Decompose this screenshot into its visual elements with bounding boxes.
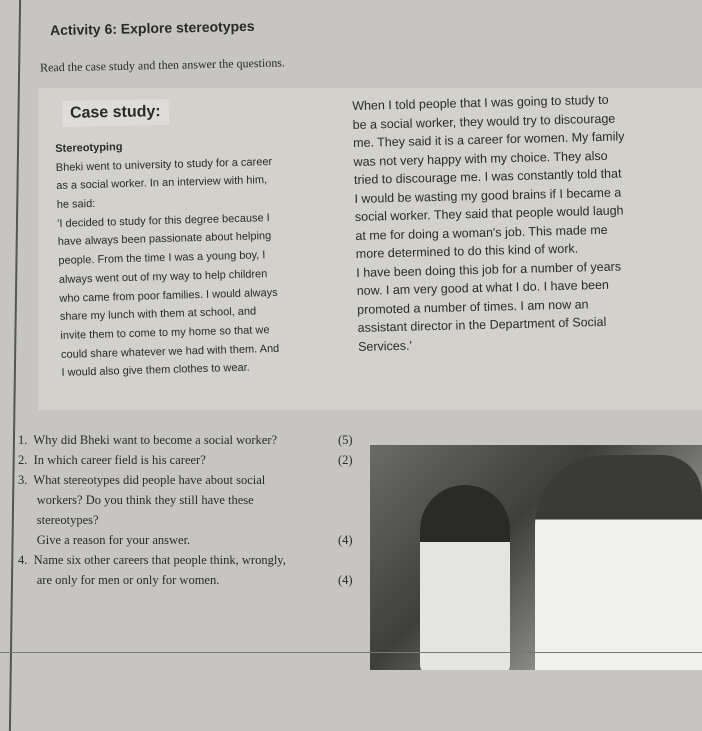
text-line: was not very happy with my choice. They also [353,148,608,169]
text-line: I have been doing this job for a number of years [356,258,622,280]
photo-boy [420,485,510,670]
text-line: always went out of my way to help children [58,267,268,286]
margin-line [9,0,21,731]
case-study-label: Case study: [62,99,169,127]
photo-man-and-boy [370,445,702,670]
question-line [18,490,368,510]
question-text: 1. Why did Bheki want to become a social worker? [18,433,278,447]
question-marks: (4) [338,533,353,547]
activity-title: Activity 6: Explore stereotypes [49,17,255,39]
text-line: share my lunch with them at school, and [59,305,257,324]
question-text: Give a reason for your answer. [18,533,191,547]
text-line: 'I decided to study for this degree because I [57,211,270,230]
question-marks: (2) [338,453,353,467]
text-line: When I told people that I was going to study to [352,92,609,113]
case-heading: Stereotyping [55,141,123,155]
question-text: 4. Name six other careers that people think, wrongly, [18,553,286,567]
question-text: are only for men or only for women. [18,573,220,587]
question-text: workers? Do you think they still have these [18,493,254,507]
question-line [18,530,368,550]
question-line [18,430,368,450]
text-line: people. From the time I was a young boy, I [58,249,266,268]
text-line: be a social worker, they would try to discourage [352,111,616,132]
text-line: me. They said it is a career for women. My family [352,129,625,150]
text-line: more determined to do this kind of work. [355,241,579,261]
photo-man [535,455,702,670]
question-text: stereotypes? [18,513,99,527]
question-line [18,450,368,470]
text-line: assistant director in the Department of Social [357,314,607,335]
question-text: 2. In which career field is his career? [18,453,206,467]
text-line: invite them to come to my home so that we [60,323,270,342]
text-line: who came from poor families. I would always [59,286,278,305]
question-text: 3. What stereotypes did people have about social [18,473,266,487]
text-line: at me for doing a woman's job. This made me [355,222,608,243]
text-line: promoted a number of times. I am now an [357,296,589,317]
case-right-column [352,90,630,356]
text-line: I would also give them clothes to wear. [61,361,250,380]
text-line: could share whatever we had with them. And [60,342,280,361]
text-line: Services.' [357,338,413,354]
divider [0,652,702,653]
question-marks: (5) [338,433,353,447]
questions [18,430,368,590]
text-line: Bheki went to university to study for a career [55,155,273,174]
text-line: social worker. They said that people would laugh [354,203,624,224]
text-line: tried to discourage me. I was constantly told that [353,166,622,187]
text-line: I would be wasting my good brains if I became a [354,184,622,206]
question-line [18,550,368,570]
text-line: have always been passionate about helping [57,230,272,249]
question-line [18,470,368,490]
question-marks: (4) [338,573,353,587]
text-line: he said: [56,197,96,212]
question-line [18,510,368,530]
case-left-column [55,134,280,383]
question-line [18,570,368,590]
text-line: now. I am very good at what I do. I have been [356,277,610,298]
text-line: as a social worker. In an interview with him, [56,174,268,193]
instruction: Read the case study and then answer the questions. [39,55,286,75]
